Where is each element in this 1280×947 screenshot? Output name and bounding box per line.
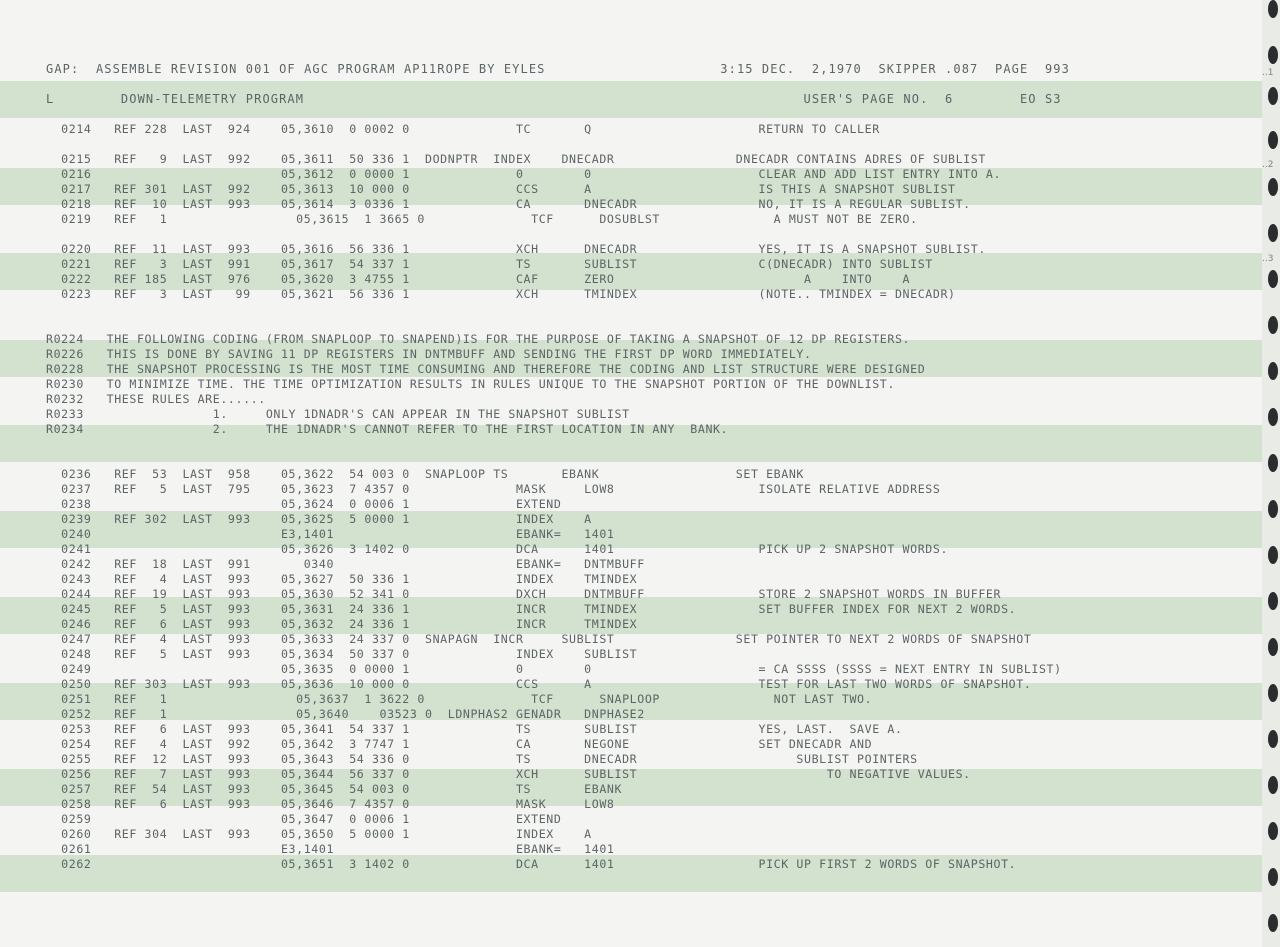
listing-line: 0247 REF 4 LAST 993 05,3633 24 337 0 SNAPAGN INCR SUBLIST SET POINTER TO NEXT 2 WORDS OF SNAPSHOT: [46, 632, 1032, 646]
listing-line: 0222 REF 185 LAST 976 05,3620 3 4755 1 CAF ZERO A INTO A: [46, 272, 911, 286]
tractor-hole-icon: [1268, 224, 1278, 242]
listing-line: 0241 05,3626 3 1402 0 DCA 1401 PICK UP 2 SNAPSHOT WORDS.: [46, 542, 949, 556]
listing-line: 0237 REF 5 LAST 795 05,3623 7 4357 0 MASK LOW8 ISOLATE RELATIVE ADDRESS: [46, 482, 941, 496]
listing-line: 0220 REF 11 LAST 993 05,3616 56 336 1 XCH DNECADR YES, IT IS A SNAPSHOT SUBLIST.: [46, 242, 986, 256]
tractor-hole-icon: [1268, 362, 1278, 380]
remark-line: R0224 THE FOLLOWING CODING (FROM SNAPLOOP TO SNAPEND)IS FOR THE PURPOSE OF TAKING A SNAPSHOT OF 12 DP REGISTERS.: [46, 332, 911, 346]
listing-line: 0252 REF 1 05,3640 03523 0 LDNPHAS2 GENADR DNPHASE2: [46, 707, 645, 721]
margin-mark: ..1: [1262, 68, 1274, 78]
listing-line: 0244 REF 19 LAST 993 05,3630 52 341 0 DXCH DNTMBUFF STORE 2 SNAPSHOT WORDS IN BUFFER: [46, 587, 1002, 601]
listing-line: 0262 05,3651 3 1402 0 DCA 1401 PICK UP FIRST 2 WORDS OF SNAPSHOT.: [46, 857, 1017, 871]
tractor-hole-icon: [1268, 684, 1278, 702]
listing-line: 0236 REF 53 LAST 958 05,3622 54 003 0 SNAPLOOP TS EBANK SET EBANK: [46, 467, 805, 481]
tractor-hole-icon: [1268, 408, 1278, 426]
tractor-hole-icon: [1268, 316, 1278, 334]
remark-line: R0226 THIS IS DONE BY SAVING 11 DP REGISTERS IN DNTMBUFF AND SENDING THE FIRST DP WORD IMMEDIATELY.: [46, 347, 812, 361]
listing-line: 0257 REF 54 LAST 993 05,3645 54 003 0 TS EBANK: [46, 782, 623, 796]
listing-line: 0248 REF 5 LAST 993 05,3634 50 337 0 INDEX SUBLIST: [46, 647, 638, 661]
tractor-hole-icon: [1268, 131, 1278, 149]
listing-line: 0260 REF 304 LAST 993 05,3650 5 0000 1 INDEX A: [46, 827, 592, 841]
listing-line: 0239 REF 302 LAST 993 05,3625 5 0000 1 INDEX A: [46, 512, 592, 526]
listing-line: 0223 REF 3 LAST 99 05,3621 56 336 1 XCH TMINDEX (NOTE.. TMINDEX = DNECADR): [46, 287, 956, 301]
remark-line: R0233 1. ONLY 1DNADR'S CAN APPEAR IN THE SNAPSHOT SUBLIST: [46, 407, 630, 421]
margin-mark: ..2: [1262, 160, 1274, 170]
listing-line: 0240 E3,1401 EBANK= 1401: [46, 527, 615, 541]
listing-line: 0253 REF 6 LAST 993 05,3641 54 337 1 TS SUBLIST YES, LAST. SAVE A.: [46, 722, 903, 736]
tractor-hole-icon: [1268, 500, 1278, 518]
listing-line: 0259 05,3647 0 0006 1 EXTEND: [46, 812, 562, 826]
tractor-hole-icon: [1268, 592, 1278, 610]
tractor-hole-icon: [1268, 776, 1278, 794]
listing-line: 0249 05,3635 0 0000 1 0 0 = CA SSSS (SSSS = NEXT ENTRY IN SUBLIST): [46, 662, 1062, 676]
listing-line: 0250 REF 303 LAST 993 05,3636 10 000 0 CCS A TEST FOR LAST TWO WORDS OF SNAPSHOT.: [46, 677, 1032, 691]
listing-line: 0251 REF 1 05,3637 1 3622 0 TCF SNAPLOOP NOT LAST TWO.: [46, 692, 873, 706]
tractor-hole-icon: [1268, 546, 1278, 564]
remark-line: R0232 THESE RULES ARE......: [46, 392, 266, 406]
listing-line: 0238 05,3624 0 0006 1 EXTEND: [46, 497, 562, 511]
remark-line: R0234 2. THE 1DNADR'S CANNOT REFER TO THE FIRST LOCATION IN ANY BANK.: [46, 422, 729, 436]
tractor-hole-icon: [1268, 730, 1278, 748]
listing-line: 0245 REF 5 LAST 993 05,3631 24 336 1 INCR TMINDEX SET BUFFER INDEX FOR NEXT 2 WORDS.: [46, 602, 1017, 616]
listing-line: 0217 REF 301 LAST 992 05,3613 10 000 0 CCS A IS THIS A SNAPSHOT SUBLIST: [46, 182, 956, 196]
tractor-hole-icon: [1268, 46, 1278, 64]
listing-line: 0254 REF 4 LAST 992 05,3642 3 7747 1 CA NEGONE SET DNECADR AND: [46, 737, 873, 751]
listing-line: 0242 REF 18 LAST 991 0340 EBANK= DNTMBUFF: [46, 557, 645, 571]
remark-line: R0228 THE SNAPSHOT PROCESSING IS THE MOST TIME CONSUMING AND THEREFORE THE CODING AND LIST STRUCTURE WERE DESIGNED: [46, 362, 926, 376]
margin-mark: ..3: [1262, 254, 1274, 264]
listing-line: 0214 REF 228 LAST 924 05,3610 0 0002 0 TC Q RETURN TO CALLER: [46, 122, 880, 136]
page-header-title: GAP: ASSEMBLE REVISION 001 OF AGC PROGRAM AP11ROPE BY EYLES 3:15 DEC. 2,1970 SKIPPER .087 PAGE 993: [46, 62, 1070, 76]
listing-line: 0218 REF 10 LAST 993 05,3614 3 0336 1 CA DNECADR NO, IT IS A REGULAR SUBLIST.: [46, 197, 971, 211]
tractor-hole-icon: [1268, 87, 1278, 105]
tractor-hole-icon: [1268, 638, 1278, 656]
tractor-hole-icon: [1268, 914, 1278, 932]
tractor-hole-icon: [1268, 454, 1278, 472]
tractor-hole-icon: [1268, 868, 1278, 886]
tractor-hole-icon: [1268, 822, 1278, 840]
listing-line: 0256 REF 7 LAST 993 05,3644 56 337 0 XCH SUBLIST TO NEGATIVE VALUES.: [46, 767, 971, 781]
page-header-subtitle: L DOWN-TELEMETRY PROGRAM USER'S PAGE NO. 6 EO S3: [46, 92, 1062, 106]
listing-line: 0258 REF 6 LAST 993 05,3646 7 4357 0 MASK LOW8: [46, 797, 615, 811]
tractor-hole-icon: [1268, 0, 1278, 18]
listing-line: 0261 E3,1401 EBANK= 1401: [46, 842, 615, 856]
listing-line: 0216 05,3612 0 0000 1 0 0 CLEAR AND ADD LIST ENTRY INTO A.: [46, 167, 1002, 181]
listing-line: 0243 REF 4 LAST 993 05,3627 50 336 1 INDEX TMINDEX: [46, 572, 638, 586]
listing-line: 0221 REF 3 LAST 991 05,3617 54 337 1 TS SUBLIST C(DNECADR) INTO SUBLIST: [46, 257, 933, 271]
listing-line: 0219 REF 1 05,3615 1 3665 0 TCF DOSUBLST A MUST NOT BE ZERO.: [46, 212, 918, 226]
tractor-hole-icon: [1268, 178, 1278, 196]
remark-line: R0230 TO MINIMIZE TIME. THE TIME OPTIMIZATION RESULTS IN RULES UNIQUE TO THE SNAPSHOT PORTION OF THE DOWNLIST.: [46, 377, 895, 391]
listing-line: 0255 REF 12 LAST 993 05,3643 54 336 0 TS DNECADR SUBLIST POINTERS: [46, 752, 918, 766]
listing-line: 0215 REF 9 LAST 992 05,3611 50 336 1 DODNPTR INDEX DNECADR DNECADR CONTAINS ADRES OF SUBLIST: [46, 152, 986, 166]
tractor-hole-icon: [1268, 270, 1278, 288]
listing-line: 0246 REF 6 LAST 993 05,3632 24 336 1 INCR TMINDEX: [46, 617, 638, 631]
